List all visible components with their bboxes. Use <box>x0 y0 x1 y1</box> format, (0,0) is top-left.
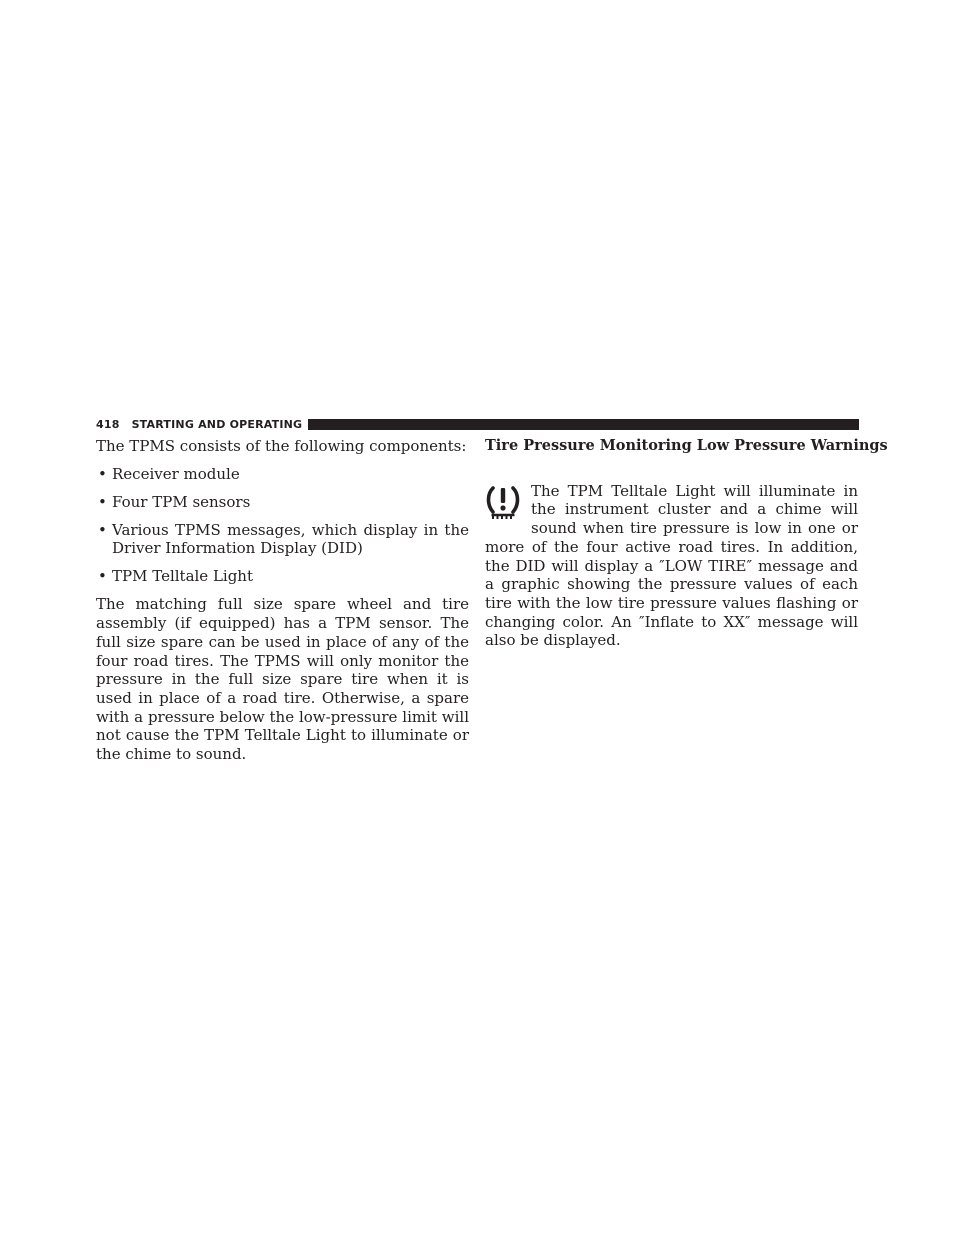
list-item-text: Various TPMS messages, which display in the Driver Information Display (DID) <box>112 520 469 558</box>
list-item-text: TPM Telltale Light <box>112 567 253 586</box>
components-intro: The TPMS consists of the following components: <box>96 437 467 455</box>
page-number: 418 <box>96 417 120 431</box>
list-item <box>96 567 469 586</box>
list-item-text: Receiver module <box>112 464 240 483</box>
spare-tire-paragraph: The matching full size spare wheel and tire assembly (if equipped) has a TPM sensor. The full size spare can be used in place of any of the four road tires. The TPMS will only monitor the pressure in the full size spare tire when it is used in place of a road tire. Otherwise, a spare with a pressure below the low-pressure limit will not cause the TPM Telltale Light to illuminate or the chime to sound. <box>96 595 469 764</box>
tpms-warning-icon <box>485 485 521 521</box>
right-column <box>485 437 888 650</box>
list-item <box>96 493 469 512</box>
list-item <box>96 521 469 558</box>
bullet-symbol: • <box>98 464 107 483</box>
list-item-text: Four TPM sensors <box>112 492 251 511</box>
bullet-symbol: • <box>98 520 107 539</box>
warnings-heading: Tire Pressure Monitoring Low Pressure Warnings <box>485 437 888 454</box>
components-list <box>96 465 469 586</box>
header-rule <box>308 419 859 430</box>
bullet-symbol: • <box>98 492 107 511</box>
list-item <box>96 465 469 484</box>
page-header <box>96 416 859 432</box>
bullet-symbol: • <box>98 567 107 586</box>
section-title: STARTING AND OPERATING <box>131 417 303 431</box>
telltale-paragraph: The TPM Telltale Light will illuminate in the instrument cluster and a chime will sound when tire pressure is low in one or more of the four active road tires. In addition, the DID will display a ″LOW TIRE″ message and a graphic showing the pressure values of each tire with the low tire pressure values flashing or changing color. An ″Inflate to XX″ message will also be displayed. <box>485 481 858 650</box>
left-column <box>96 437 469 764</box>
